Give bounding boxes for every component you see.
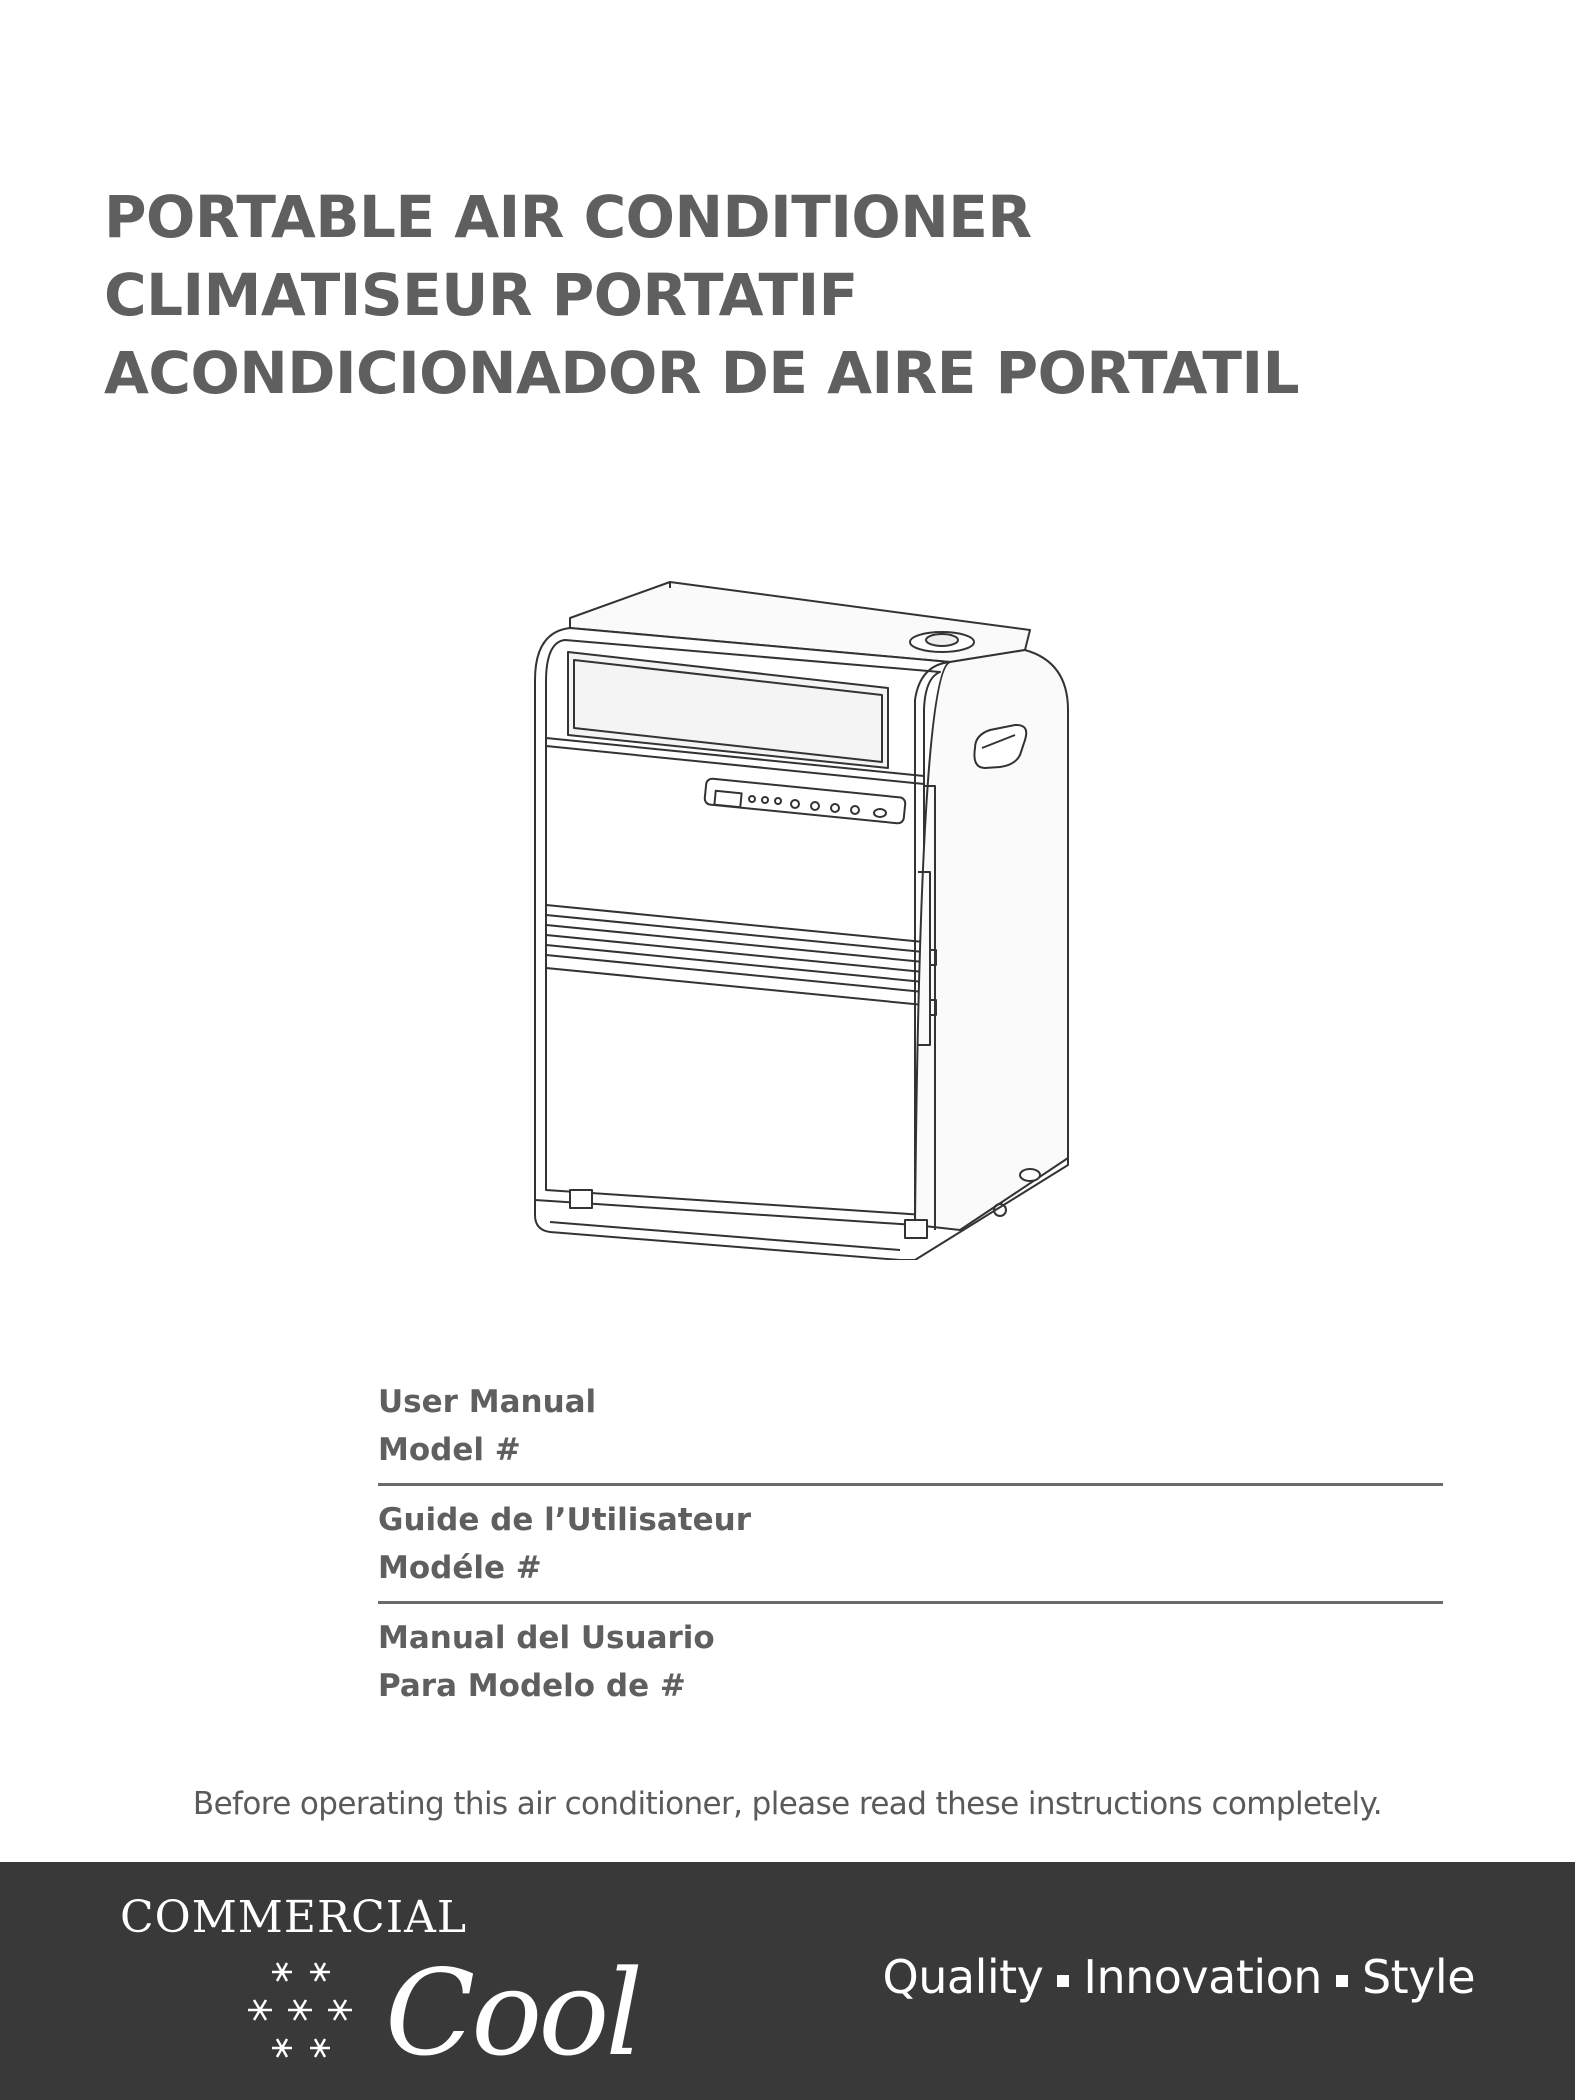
tagline-quality: Quality — [882, 1950, 1044, 2004]
footer-band — [0, 1862, 1575, 2100]
logo-wordmark: COMMERCIAL — [120, 1892, 468, 1943]
manual-title-spanish: Manual del Usuario — [378, 1620, 715, 1656]
snowflake-icon — [240, 1952, 380, 2072]
title-french: CLIMATISEUR PORTATIF — [104, 261, 858, 329]
separator-square — [1057, 1975, 1069, 1987]
logo-script: Cool — [385, 1944, 640, 2082]
cover-titles — [104, 178, 1299, 412]
model-label-french: Modéle # — [378, 1550, 542, 1586]
separator-square — [1336, 1975, 1348, 1987]
manual-title-french: Guide de l’Utilisateur — [378, 1502, 751, 1538]
brand-logo — [120, 1882, 680, 2082]
divider — [378, 1483, 1443, 1486]
tagline-style: Style — [1361, 1950, 1475, 2004]
title-spanish: ACONDICIONADOR DE AIRE PORTATIL — [104, 339, 1300, 407]
air-conditioner-illustration — [520, 570, 1080, 1260]
manual-french — [378, 1496, 1443, 1592]
tagline — [883, 1950, 1475, 2004]
read-instructions-notice: Before operating this air conditioner, please read these instructions completely. — [192, 1786, 1383, 1822]
manual-english — [378, 1378, 1443, 1474]
title-english: PORTABLE AIR CONDITIONER — [104, 183, 1032, 251]
model-label-spanish: Para Modelo de # — [378, 1668, 686, 1704]
manual-title-english: User Manual — [378, 1384, 597, 1420]
tagline-innovation: Innovation — [1083, 1950, 1322, 2004]
model-label-english: Model # — [378, 1432, 521, 1468]
manual-spanish — [378, 1614, 1443, 1710]
divider — [378, 1601, 1443, 1604]
